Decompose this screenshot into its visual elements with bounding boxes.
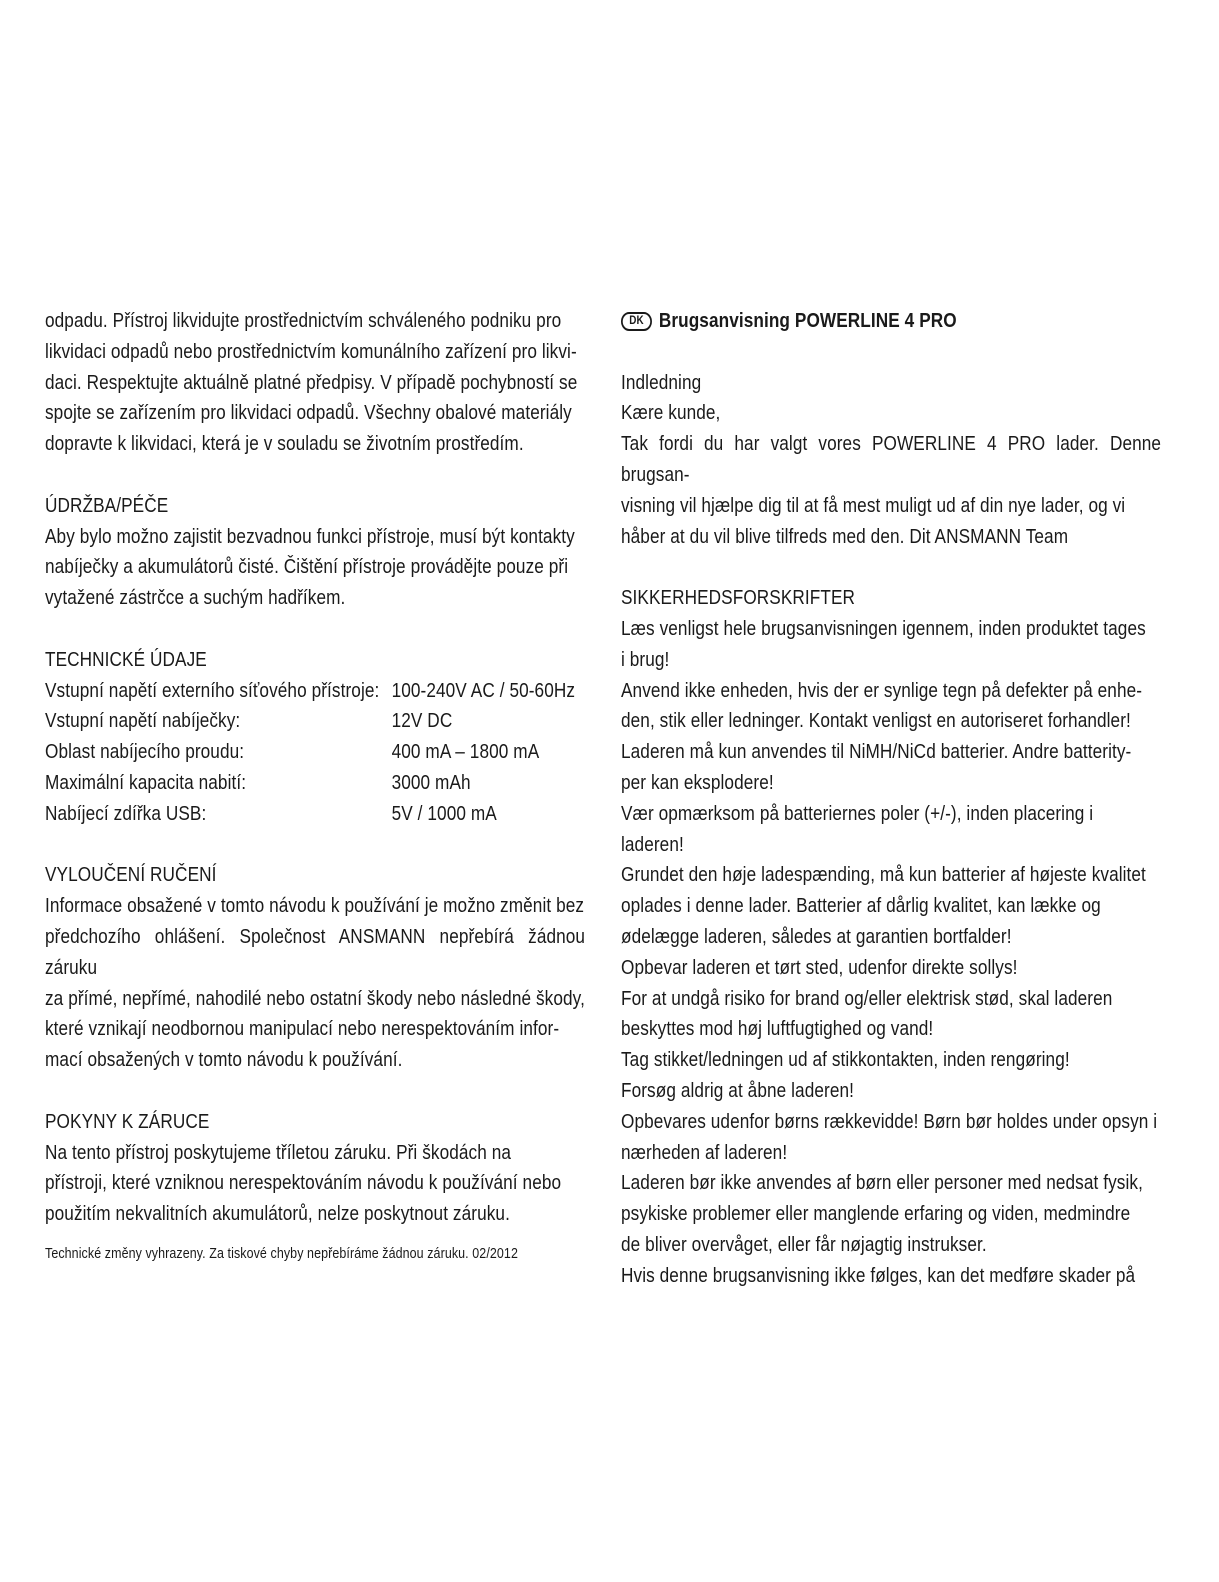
safety-line: Opbevares udenfor børns rækkevidde! Børn bør holdes under opsyn i — [621, 1110, 1158, 1133]
spec-row — [45, 737, 575, 768]
spacer — [45, 614, 585, 645]
section-title — [621, 306, 1161, 337]
spec-label: Vstupní napětí externího síťového přístroje: — [45, 679, 380, 702]
left-column — [45, 306, 585, 1264]
right-column — [621, 306, 1161, 1292]
spec-label: Nabíjecí zdířka USB: — [45, 802, 207, 825]
safety-line: ødelægge laderen, således at garantien bortfalder! — [621, 925, 1012, 948]
warranty-line-3: použitím nekvalitních akumulátorů, nelze poskytnout záruku. — [45, 1203, 510, 1226]
spacer — [621, 337, 1161, 368]
safety-line: psykiske problemer eller manglende erfaring og viden, medmindre — [621, 1203, 1131, 1226]
maintenance-line-3: vytažené zástrčce a suchým hadříkem. — [45, 587, 346, 610]
intro-line-2: visning vil hjælpe dig til at få mest muligt ud af din nye lader, og vi — [621, 494, 1126, 517]
spec-label: Oblast nabíjecího proudu: — [45, 741, 245, 764]
spacer — [45, 830, 585, 861]
safety-heading: SIKKERHEDSFORSKRIFTER — [621, 587, 856, 610]
dk-language-icon: DK — [621, 312, 652, 331]
greeting: Kære kunde, — [621, 402, 721, 425]
maintenance-line-2: nabíječky a akumulátorů čisté. Čištění přístroje provádějte pouze při — [45, 556, 569, 579]
safety-line: Forsøg aldrig at åbne laderen! — [621, 1079, 855, 1102]
safety-line: Opbevar laderen et tørt sted, udenfor direkte sollys! — [621, 956, 1018, 979]
safety-line: Vær opmærksom på batteriernes poler (+/-), inden placering i — [621, 802, 1094, 825]
liability-line-3: za přímé, nepřímé, nahodilé nebo ostatní škody nebo následné škody, — [45, 987, 585, 1010]
liability-line-5: mací obsažených v tomto návodu k používání. — [45, 1049, 403, 1072]
spacer — [45, 1076, 585, 1107]
liability-line-4: které vznikají neodbornou manipulací nebo nerespektováním infor- — [45, 1018, 560, 1041]
safety-line: Tag stikket/ledningen ud af stikkontakten, inden rengøring! — [621, 1049, 1070, 1072]
spec-label: Vstupní napětí nabíječky: — [45, 710, 241, 733]
spec-value: 100-240V AC / 50-60Hz — [391, 679, 576, 702]
safety-line: i brug! — [621, 648, 670, 671]
technical-heading: TECHNICKÉ ÚDAJE — [45, 648, 207, 671]
safety-line: Læs venligst hele brugsanvisningen igennem, inden produktet tages — [621, 617, 1146, 640]
spec-row — [45, 799, 575, 830]
safety-line: oplades i denne lader. Batterier af dårlig kvalitet, kan lække og — [621, 895, 1101, 918]
disposal-line-3: daci. Respektujte aktuálně platné předpisy. V případě pochybností se — [45, 371, 578, 394]
warranty-line-2: přístroji, které vzniknou nerespektováním návodu k používání nebo — [45, 1172, 562, 1195]
safety-line: Laderen bør ikke anvendes af børn eller personer med nedsat fysik, — [621, 1172, 1143, 1195]
safety-line: den, stik eller ledninger. Kontakt venligst en autoriseret forhandler! — [621, 710, 1131, 733]
disposal-line-4: spojte se zařízením pro likvidaci odpadů. Všechny obalové materiály — [45, 402, 572, 425]
warranty-line-1: Na tento přístroj poskytujeme tříletou záruku. Při škodách na — [45, 1141, 512, 1164]
safety-line: Laderen må kun anvendes til NiMH/NiCd batterier. Andre batterity- — [621, 741, 1132, 764]
safety-line: For at undgå risiko for brand og/eller elektrisk stød, skal laderen — [621, 987, 1113, 1010]
spec-row — [45, 768, 575, 799]
spec-row — [45, 676, 575, 707]
safety-line: Hvis denne brugsanvisning ikke følges, kan det medføre skader på — [621, 1264, 1136, 1287]
intro-line-3: håber at du vil blive tilfreds med den. Dit ANSMANN Team — [621, 525, 1069, 548]
spec-value: 400 mA – 1800 mA — [391, 741, 540, 764]
safety-line: Anvend ikke enheden, hvis der er synlige tegn på defekter på enhe- — [621, 679, 1143, 702]
warranty-heading: POKYNY K ZÁRUCE — [45, 1110, 210, 1133]
safety-line: de bliver overvåget, eller får nøjagtig instrukser. — [621, 1233, 987, 1256]
spacer — [621, 552, 1161, 583]
intro-line-1: Tak fordi du har valgt vores POWERLINE 4 PRO lader. Denne brugsan- — [621, 433, 1162, 486]
spacer — [45, 460, 585, 491]
liability-heading: VYLOUČENÍ RUČENÍ — [45, 864, 217, 887]
liability-line-2: předchozího ohlášení. Společnost ANSMANN nepřebírá žádnou záruku — [45, 925, 586, 979]
spec-row — [45, 706, 575, 737]
disposal-line-1: odpadu. Přístroj likvidujte prostřednictvím schváleného podniku pro — [45, 310, 562, 332]
spec-value: 5V / 1000 mA — [391, 802, 497, 825]
technical-specs-table — [45, 676, 575, 830]
safety-line: per kan eksplodere! — [621, 771, 774, 794]
spec-value: 3000 mAh — [391, 771, 471, 794]
safety-line: nærheden af laderen! — [621, 1141, 788, 1164]
maintenance-heading: ÚDRŽBA/PÉČE — [45, 494, 169, 517]
safety-line: beskyttes mod høj luftfugtighed og vand! — [621, 1018, 934, 1041]
maintenance-line-1: Aby bylo možno zajistit bezvadnou funkci přístroje, musí být kontakty — [45, 525, 575, 548]
safety-line: laderen! — [621, 833, 684, 856]
liability-line-1: Informace obsažené v tomto návodu k používání je možno změnit bez — [45, 895, 585, 918]
manual-title: Brugsanvisning POWERLINE 4 PRO — [658, 310, 957, 332]
disposal-line-2: likvidaci odpadů nebo prostřednictvím komunálního zařízení pro likvi- — [45, 340, 577, 363]
safety-line: Grundet den høje ladespænding, må kun batterier af højeste kvalitet — [621, 864, 1146, 887]
spec-label: Maximální kapacita nabití: — [45, 771, 247, 794]
footnote: Technické změny vyhrazeny. Za tiskové chyby nepřebíráme žádnou záruku. 02/2012 — [45, 1245, 518, 1262]
intro-heading: Indledning — [621, 371, 702, 394]
spec-value: 12V DC — [391, 710, 453, 733]
disposal-line-5: dopravte k likvidaci, která je v souladu se životním prostředím. — [45, 433, 524, 456]
